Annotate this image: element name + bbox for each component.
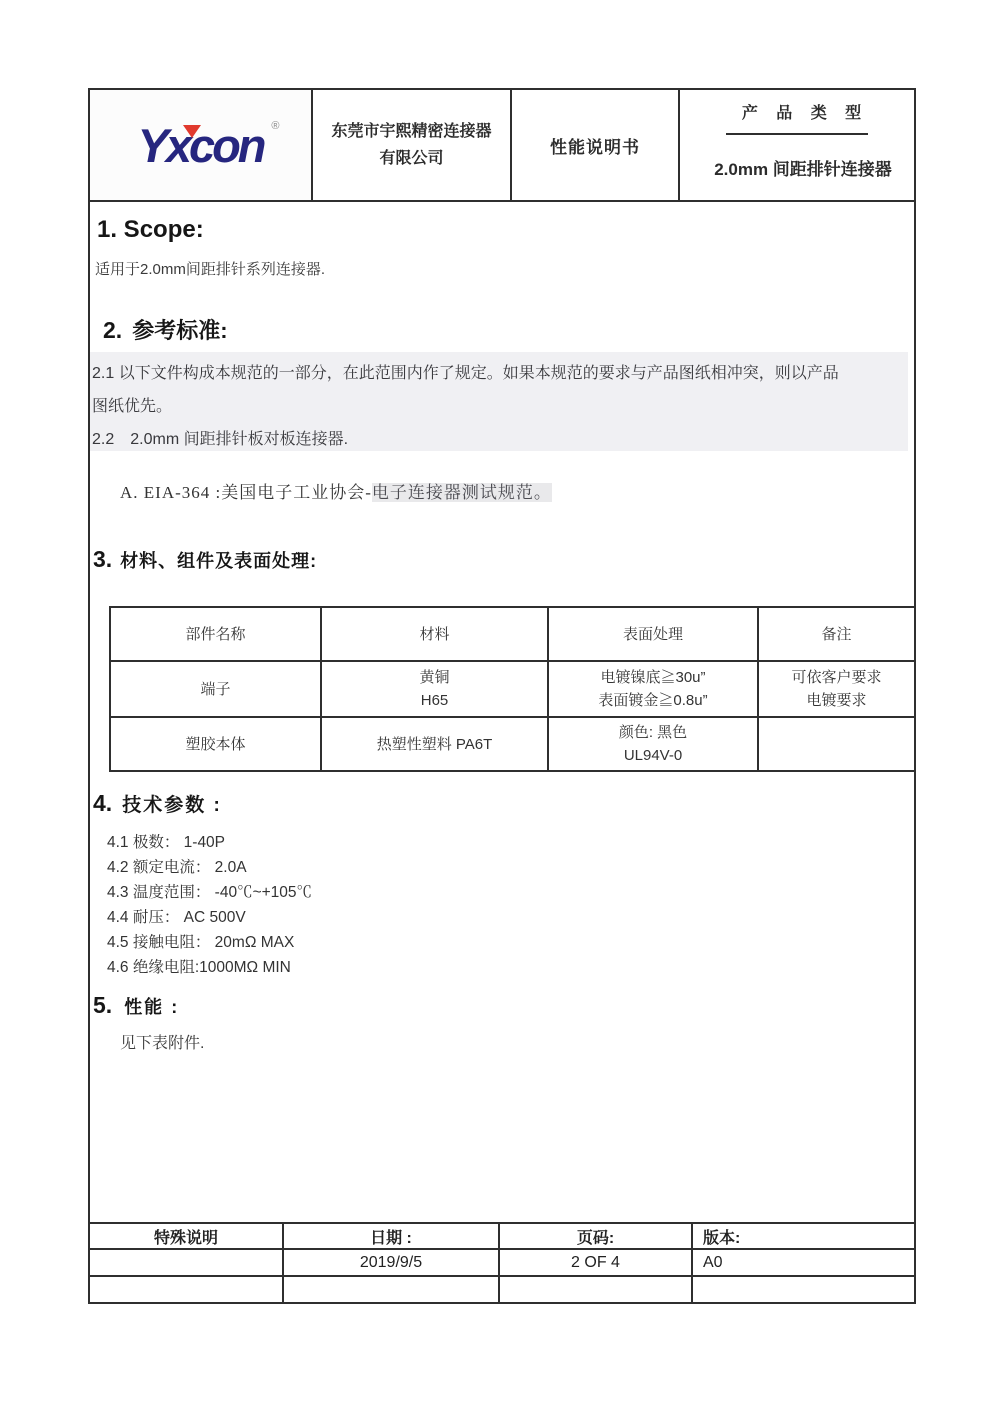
surface-line1: 颜色: 黑色 (618, 724, 688, 741)
material-line2: H65 (420, 692, 449, 709)
col-header-material: 材料 (321, 607, 548, 661)
cell-material-housing (321, 717, 548, 771)
footer-header-version: 版本: (693, 1224, 914, 1250)
item-2-2-number: 2.2 (92, 431, 115, 448)
list-item: 4.5 接触电阻： 20mΩ MAX (107, 934, 295, 951)
section5-title (93, 992, 179, 1019)
footer-cell-empty (90, 1250, 284, 1277)
list-item: 4.6 绝缘电阻:1000MΩ MIN (107, 959, 291, 976)
item-2-1-line1: 2.1 以下文件构成本规范的一部分，在此范围内作了规定。如果本规范的要求与产品图纸相冲突，则以产品 (92, 365, 839, 382)
product-type-cell (680, 90, 914, 200)
section3-number: 3. (93, 546, 113, 572)
cell-part-terminal: 端子 (110, 661, 321, 717)
section2-number: 2. (103, 317, 123, 343)
col-header-part: 部件名称 (110, 607, 321, 661)
registered-trademark-icon: ® (271, 119, 280, 132)
footer-header-special-note: 特殊说明 (90, 1224, 284, 1250)
footer-table (90, 1222, 914, 1302)
material-table (109, 606, 914, 772)
reference-standard-line (120, 478, 552, 503)
footer-header-date: 日期 : (284, 1224, 500, 1250)
section4-number: 4. (93, 790, 113, 816)
company-name-cell (313, 90, 512, 200)
company-name: 东莞市宇熙精密连接器有限公司 (331, 123, 492, 167)
logo-cell (90, 90, 313, 200)
product-type-value: 2.0mm 间距排针连接器 (714, 160, 892, 179)
footer-date-value: 2019/9/5 (284, 1250, 500, 1277)
header-table (90, 90, 914, 202)
cell-remark-housing (758, 717, 914, 771)
footer-cell-empty (284, 1277, 500, 1302)
item-2-2 (92, 423, 908, 456)
section3-title-text: 材料、组件及表面处理: (120, 551, 318, 571)
surface-line2: 表面镀金≧0.8u” (598, 692, 708, 709)
list-item: 4.1 极数： 1-40P (107, 834, 226, 851)
section5-body: 见下表附件. (120, 1035, 205, 1052)
section5-title-text: 性能 : (124, 997, 180, 1017)
item-2-2-text: 2.0mm 间距排针板对板连接器. (130, 431, 349, 448)
list-item: 4.4 耐压： AC 500V (107, 909, 246, 926)
material-line1: 热塑性塑料 PA6T (376, 735, 493, 753)
product-type-label: 产 品 类 型 (726, 90, 868, 135)
material-table-wrap (109, 606, 914, 772)
surface-line2: UL94V-0 (623, 747, 683, 764)
brand-logo (127, 118, 280, 173)
doc-type-cell (512, 90, 680, 200)
tech-parameter-list (107, 830, 312, 980)
eia-reference-text: A. EIA-364 :美国电子工业协会- (120, 483, 372, 502)
cell-surface-housing (548, 717, 758, 771)
col-header-remark: 备注 (758, 607, 914, 661)
remark-line1: 可依客户要求 (791, 669, 882, 686)
footer-cell-empty (500, 1277, 693, 1302)
surface-line1: 电镀镍底≧30u” (600, 669, 706, 686)
section3-title (93, 546, 317, 573)
doc-type: 性能说明书 (550, 137, 640, 157)
list-item: 4.3 温度范围： -40℃~+105℃ (107, 884, 313, 901)
footer-page-value: 2 OF 4 (500, 1250, 693, 1277)
cell-material-terminal (321, 661, 548, 717)
section4-title (93, 790, 222, 817)
material-table-header-row (110, 607, 914, 661)
document-body (90, 202, 914, 1222)
table-row (110, 717, 914, 771)
cell-surface-terminal (548, 661, 758, 717)
footer-header-page: 页码: (500, 1224, 693, 1250)
section2-title (103, 314, 228, 345)
remark-line2: 电镀要求 (806, 692, 867, 709)
section4-title-text: 技术参数 : (122, 795, 222, 816)
footer-version-value: A0 (693, 1250, 914, 1277)
logo-triangle-icon (183, 125, 201, 138)
item-2-1-line2: 图纸优先。 (92, 398, 173, 415)
list-item: 4.2 额定电流： 2.0A (107, 859, 247, 876)
footer-cell-empty (693, 1277, 914, 1302)
footer-cell-empty (90, 1277, 284, 1302)
brand-logo-text: Yxcon (137, 118, 264, 172)
section1-title: 1. Scope: (97, 216, 204, 243)
section5-number: 5. (93, 992, 113, 1018)
cell-remark-terminal (758, 661, 914, 717)
table-row (110, 661, 914, 717)
cell-part-housing: 塑胶本体 (110, 717, 321, 771)
section2-title-text: 参考标准: (132, 318, 228, 343)
section2-highlight-block (90, 352, 908, 451)
eia-reference-highlight: 电子连接器测试规范。 (371, 483, 552, 502)
document-frame (88, 88, 916, 1304)
section1-body: 适用于2.0mm间距排针系列连接器. (95, 261, 326, 278)
material-line1: 黄铜 (419, 669, 450, 686)
col-header-surface: 表面处理 (548, 607, 758, 661)
